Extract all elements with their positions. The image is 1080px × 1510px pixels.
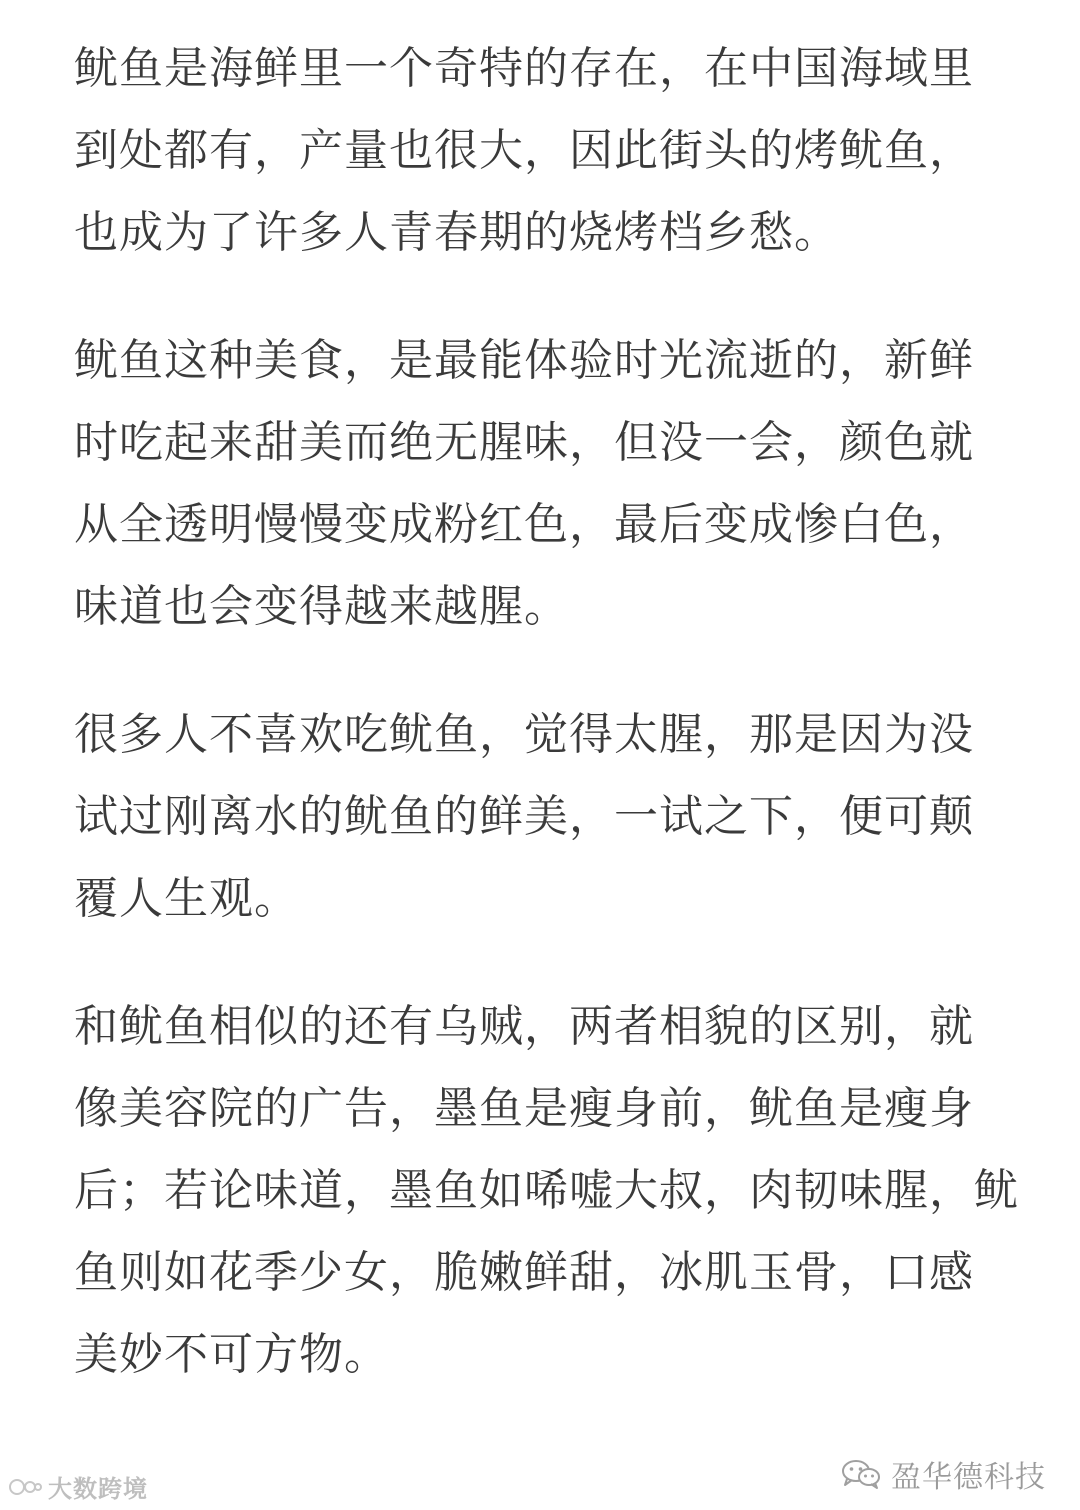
- paragraph-3: [74, 694, 1010, 940]
- paragraph-2: [74, 320, 1010, 648]
- text-line: 鱿鱼这种美食，是最能体验时光流逝的，新鲜: [74, 335, 974, 386]
- text-line: 后；若论味道，墨鱼如唏嘘大叔，肉韧味腥，鱿: [74, 1165, 1019, 1216]
- site-logo-icon: [8, 1476, 42, 1498]
- text-line: 到处都有，产量也很大，因此街头的烤鱿鱼，: [74, 125, 974, 176]
- article-body: [74, 28, 1019, 1442]
- text-line: 鱿鱼是海鲜里一个奇特的存在，在中国海域里: [74, 43, 974, 94]
- text-line: 味道也会变得越来越腥。: [74, 581, 569, 632]
- text-line: 也成为了许多人青春期的烧烤档乡愁。: [74, 207, 839, 258]
- account-watermark: [841, 1452, 1046, 1496]
- paragraph-4: [74, 986, 1019, 1396]
- text-line: 美妙不可方物。: [74, 1329, 389, 1380]
- text-line: 从全透明慢慢变成粉红色，最后变成惨白色，: [74, 499, 974, 550]
- text-line: 鱼则如花季少女，脆嫩鲜甜，冰肌玉骨，口感: [74, 1247, 974, 1298]
- source-watermark: [8, 1469, 148, 1504]
- text-line: 很多人不喜欢吃鱿鱼，觉得太腥，那是因为没: [74, 709, 974, 760]
- text-line: 覆人生观。: [74, 873, 299, 924]
- footer-watermarks: [0, 1450, 1080, 1510]
- paragraph-1: [74, 28, 1010, 274]
- account-name: 盈华德科技: [891, 1460, 1046, 1495]
- source-watermark-text: 大数跨境: [48, 1475, 148, 1503]
- wechat-icon: [841, 1458, 881, 1490]
- text-line: 时吃起来甜美而绝无腥味，但没一会，颜色就: [74, 417, 974, 468]
- text-line: 和鱿鱼相似的还有乌贼，两者相貌的区别，就: [74, 1001, 974, 1052]
- text-line: 像美容院的广告，墨鱼是瘦身前，鱿鱼是瘦身: [74, 1083, 974, 1134]
- text-line: 试过刚离水的鱿鱼的鲜美，一试之下，便可颠: [74, 791, 974, 842]
